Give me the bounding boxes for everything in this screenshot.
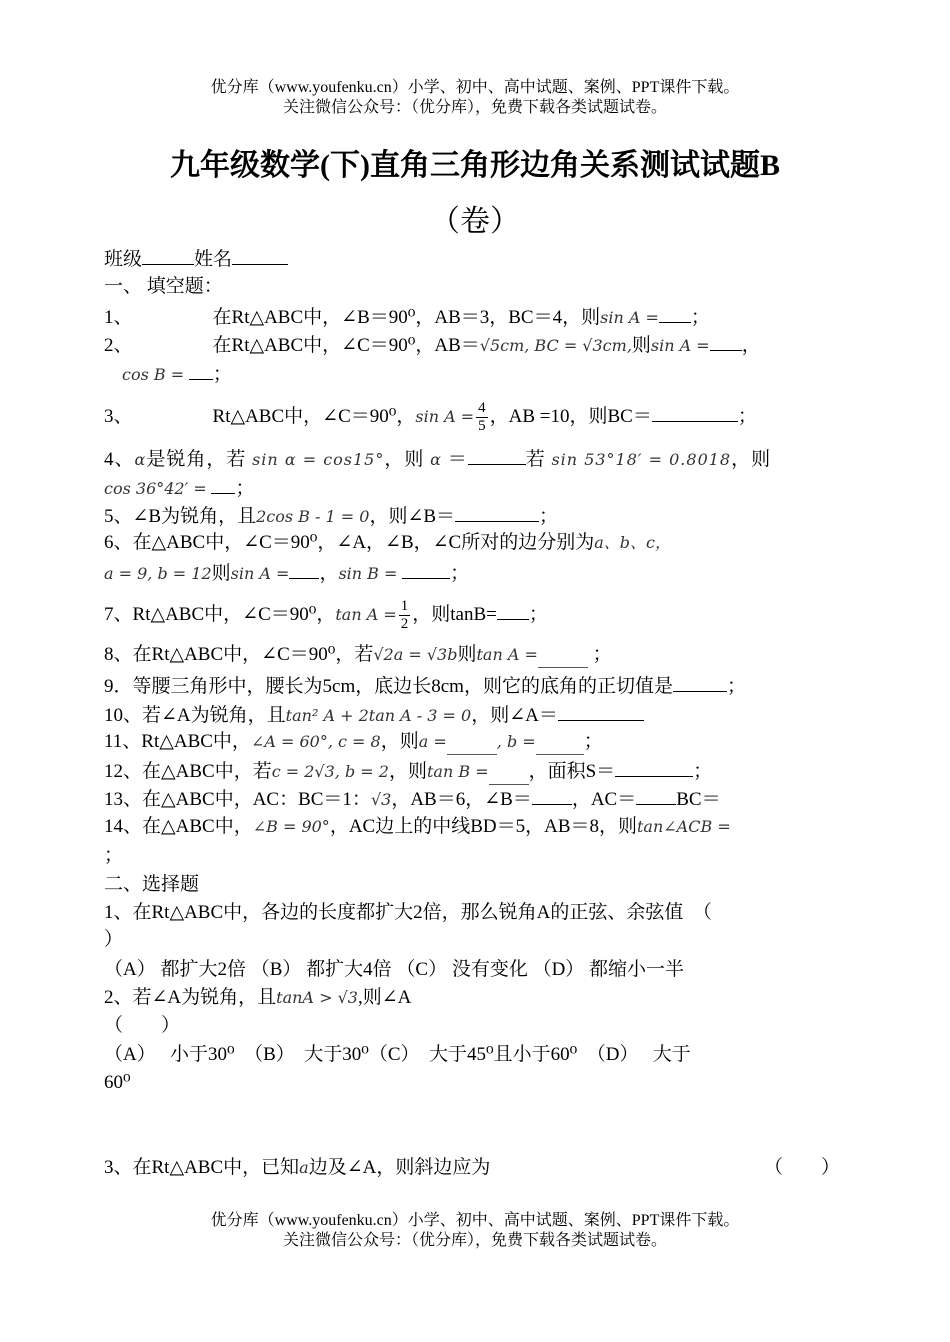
question-8: 8、在Rt△ABC中，∠C＝90⁰，若√2a = √3b则tan A = ；: [104, 643, 854, 668]
choice-question-3-paren: （ ）: [764, 1157, 841, 1178]
answer-blank[interactable]: [659, 304, 691, 323]
answer-blank[interactable]: [558, 702, 644, 721]
fraction: $\frac{1}{2}$: [400, 598, 409, 632]
answer-blank[interactable]: [652, 403, 738, 422]
question-6-cont: a = 9, b = 12则sin A = ，sin B = ；: [104, 560, 854, 586]
choice-question-2-options: （A） 小于30⁰ （B） 大于30⁰（C） 大于45⁰且小于60⁰ （D） 大于: [104, 1044, 691, 1065]
question-3: 3、 Rt△ABC中，∠C＝90⁰，sin A = $\frac{4}{5}$ ，AB =10，则BC＝ ；: [104, 400, 757, 434]
answer-blank[interactable]: [455, 503, 539, 522]
page-footer-line2: 关注微信公众号：（优分库），免费下载各类试题试卷。: [282, 1232, 667, 1249]
answer-blank[interactable]: [468, 446, 526, 465]
answer-blank[interactable]: [497, 601, 529, 620]
choice-question-2-paren: （ ）: [104, 1015, 181, 1036]
question-14: 14、在△ABC中，∠B = 90°，AC边上的中线BD＝5，AB＝8，则tan∠ACB =: [104, 816, 731, 837]
answer-blank[interactable]: [636, 786, 676, 805]
section2-heading: 二、选择题: [104, 874, 200, 895]
choice-question-3: 3、在Rt△ABC中，已知a边及∠A，则斜边应为: [104, 1157, 491, 1178]
question-13: 13、在△ABC中，AC：BC＝1：√3，AB＝6，∠B＝ ，AC＝ BC＝: [104, 786, 854, 812]
question-2: 2、 在Rt△ABC中，∠C＝90⁰，AB＝√5cm, BC = √3cm,则sin A = ，: [104, 332, 854, 358]
class-label: 班级: [104, 249, 143, 270]
answer-blank[interactable]: [538, 643, 588, 668]
answer-blank[interactable]: [532, 786, 572, 805]
answer-blank[interactable]: [211, 475, 235, 494]
class-name-line: [104, 246, 854, 272]
answer-blank[interactable]: [289, 560, 319, 579]
choice-question-1-paren: ）: [104, 929, 124, 950]
class-blank[interactable]: [142, 246, 194, 265]
answer-blank[interactable]: [189, 361, 213, 380]
choice-question-1: 1、在Rt△ABC中，各边的长度都扩大2倍，那么锐角A的正弦、余弦值 （: [104, 902, 712, 923]
question-14-cont: ；: [104, 845, 124, 866]
name-label: 姓名: [194, 249, 233, 270]
answer-blank[interactable]: [447, 730, 497, 755]
answer-blank[interactable]: [615, 758, 693, 777]
question-6: 6、在△ABC中，∠C＝90⁰，∠A，∠B，∠C所对的边分别为a、b、c，: [104, 532, 671, 553]
answer-blank[interactable]: [710, 332, 742, 351]
answer-blank[interactable]: [402, 560, 450, 579]
choice-question-2: 2、若∠A为锐角，且tanA > √3,则∠A: [104, 987, 412, 1008]
page-header-line1: 优分库（www.youfenku.cn）小学、初中、高中试题、案例、PPT课件下载。: [210, 79, 740, 96]
fraction: $\frac{4}{5}$: [478, 400, 486, 434]
question-11: 11、Rt△ABC中，∠A = 60°, c = 8，则a = , b = ；: [104, 730, 854, 755]
question-10: 10、若∠A为锐角，且tan² A + 2tan A - 3 = 0，则∠A＝: [104, 702, 854, 728]
question-2-cont: cos B = ；: [122, 361, 872, 387]
choice-question-1-options: （A） 都扩大2倍 （B） 都扩大4倍 （C） 没有变化 （D） 都缩小一半: [104, 959, 685, 980]
answer-blank[interactable]: [536, 730, 584, 755]
answer-blank[interactable]: [673, 673, 727, 692]
question-4: 4、α是锐角，若 sin α = cos15°，则 α ＝ 若 sin 53°18′ = 0.8018，则: [104, 446, 854, 472]
answer-blank[interactable]: [489, 760, 529, 785]
question-4-cont: cos 36°42′ = ；: [104, 475, 854, 501]
page-header-line2: 关注微信公众号：（优分库），免费下载各类试题试卷。: [282, 99, 667, 116]
choice-question-2-options-cont: 60⁰: [104, 1072, 131, 1093]
question-1: 1、 在Rt△ABC中，∠B＝90⁰，AB＝3，BC＝4，则sin A = ；: [104, 304, 854, 330]
question-9: 9．等腰三角形中，腰长为5cm，底边长8cm，则它的底角的正切值是 ；: [104, 673, 854, 699]
question-5: 5、∠B为锐角，且2cos B - 1 = 0，则∠B＝ ；: [104, 503, 854, 529]
name-blank[interactable]: [232, 246, 288, 265]
question-12: 12、在△ABC中，若c = 2√3, b = 2，则tan B = ，面积S＝ ；: [104, 758, 854, 785]
page-footer-line1: 优分库（www.youfenku.cn）小学、初中、高中试题、案例、PPT课件下载。: [210, 1212, 740, 1229]
section1-heading: 一、 填空题：: [104, 276, 223, 297]
page-title-line2: （卷）: [430, 205, 520, 238]
question-7: 7、Rt△ABC中，∠C＝90⁰，tan A = $\frac{1}{2}$ ，则tanB= ；: [104, 598, 548, 632]
page-title: 九年级数学(下)直角三角形边角关系测试试题B: [170, 149, 780, 182]
